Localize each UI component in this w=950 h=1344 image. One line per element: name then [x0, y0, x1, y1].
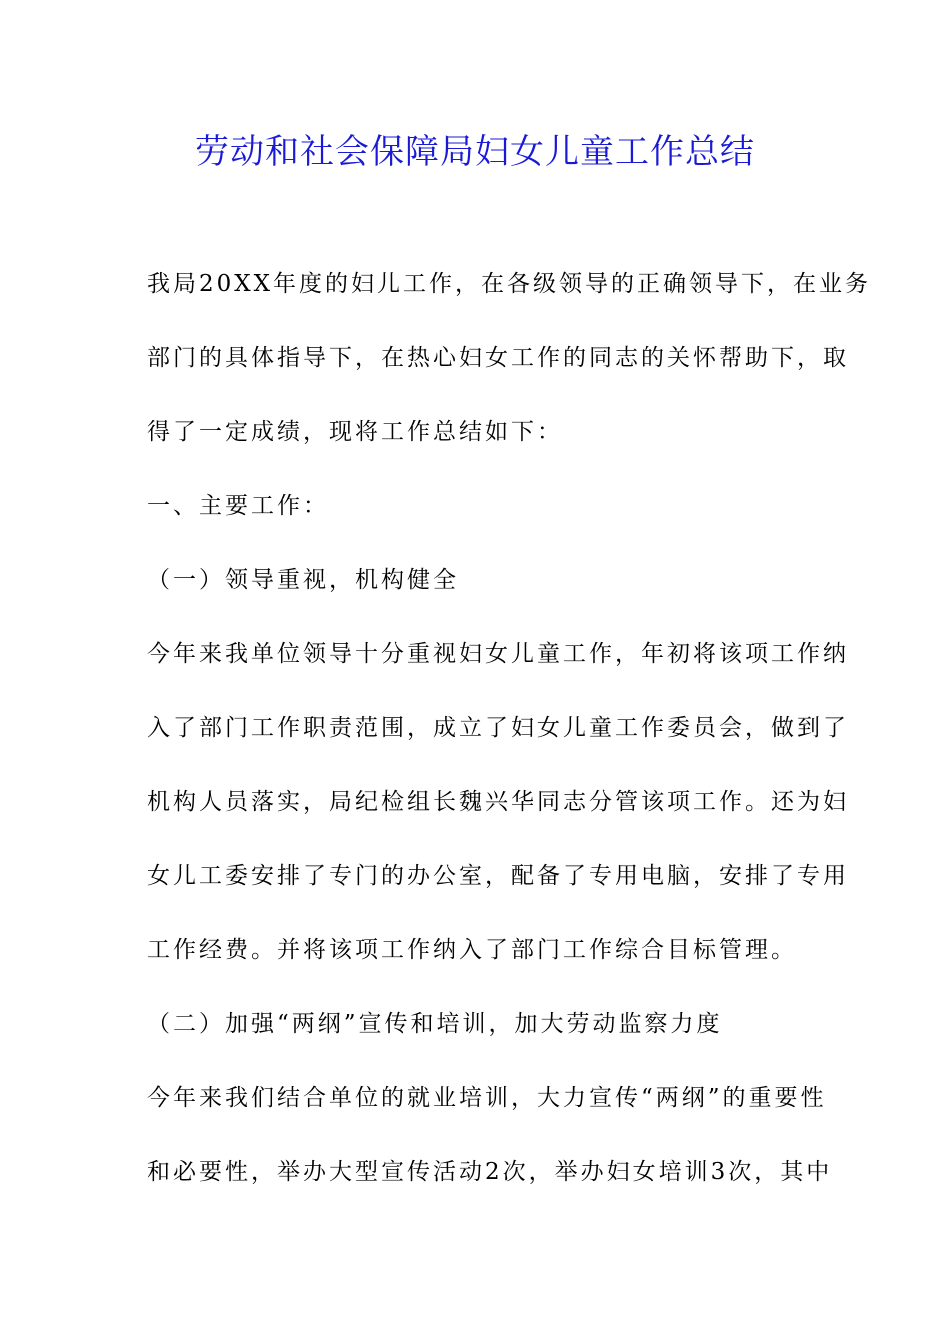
subsection-heading-1: （一）领导重视，机构健全	[147, 567, 459, 593]
body-line-sub2-1: 今年来我们结合单位的就业培训，大力宣传“两纲”的重要性	[147, 1085, 827, 1111]
body-line-intro-1: 我局20XX年度的妇儿工作，在各级领导的正确领导下，在业务	[147, 271, 872, 297]
body-line-sub1-4: 女儿工委安排了专门的办公室，配备了专用电脑，安排了专用	[147, 863, 849, 889]
body-line-intro-3: 得了一定成绩，现将工作总结如下：	[147, 419, 563, 445]
body-line-sub1-5: 工作经费。并将该项工作纳入了部门工作综合目标管理。	[147, 937, 797, 963]
body-line-sub1-1: 今年来我单位领导十分重视妇女儿童工作，年初将该项工作纳	[147, 641, 849, 667]
document-title: 劳动和社会保障局妇女儿童工作总结	[195, 132, 755, 172]
body-line-sub1-3: 机构人员落实，局纪检组长魏兴华同志分管该项工作。还为妇	[147, 789, 849, 815]
section-heading-main-work: 一、主要工作：	[147, 493, 329, 519]
body-line-sub2-2: 和必要性，举办大型宣传活动2次，举办妇女培训3次，其中	[147, 1159, 833, 1185]
document-body	[147, 247, 872, 1209]
body-line-intro-2: 部门的具体指导下，在热心妇女工作的同志的关怀帮助下，取	[147, 345, 849, 371]
body-line-sub1-2: 入了部门工作职责范围，成立了妇女儿童工作委员会，做到了	[147, 715, 849, 741]
subsection-heading-2: （二）加强“两纲”宣传和培训，加大劳动监察力度	[147, 1011, 723, 1037]
